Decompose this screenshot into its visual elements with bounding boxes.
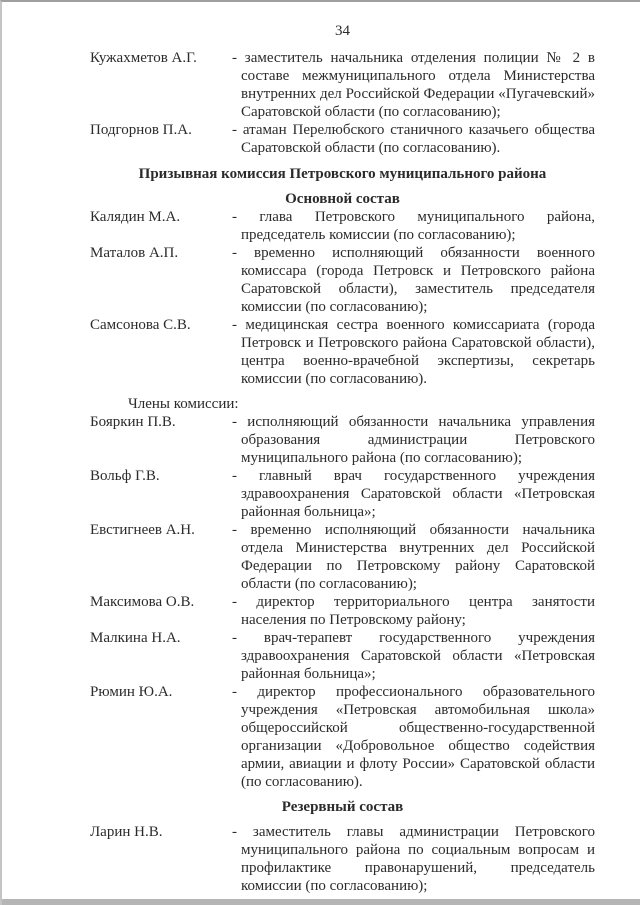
entry-description: - директор профессионального образовательного учреждения «Петровская автомобильная школа» общероссийской общественно-государственной организации «Добровольное общество содействия армии, авиации и флоту России» Саратовской области (по согласованию). <box>232 684 595 790</box>
entry-row <box>90 121 595 157</box>
entry-name: Максимова О.В. <box>90 594 195 610</box>
commission-section-title: Призывная комиссия Петровского муниципального района <box>138 166 547 182</box>
entry-description: - врач-терапевт государственного учреждения здравоохранения Саратовской области «Петровская районная больница»; <box>232 630 595 682</box>
entry-description: - глава Петровского муниципального района, председатель комиссии (по согласованию); <box>232 209 595 243</box>
entry-row <box>90 467 595 521</box>
page-number: 34 <box>335 23 350 39</box>
entry-row <box>90 823 595 895</box>
scan-edge-band <box>2 899 640 905</box>
entry-row <box>90 521 595 593</box>
entry-name: Евстигнеев А.Н. <box>90 522 195 538</box>
entry-description: - заместитель начальника отделения полиции № 2 в составе межмуниципального отдела Министерства внутренних дел Российской Федерации «Пугачевский» Саратовской области (по согласованию); <box>232 50 595 120</box>
entry-row <box>90 49 595 121</box>
entry-row <box>90 593 595 629</box>
entry-description: - директор территориального центра занятости населения по Петровскому району; <box>232 594 595 628</box>
entry-name: Малкина Н.А. <box>90 630 181 646</box>
entry-row <box>90 316 595 388</box>
entry-name: Ларин Н.В. <box>90 824 163 840</box>
entry-name: Калядин М.А. <box>90 209 181 225</box>
entry-row <box>90 413 595 467</box>
entry-row <box>90 244 595 316</box>
entry-row <box>90 629 595 683</box>
entry-description: - заместитель главы администрации Петровского муниципального района по социальным вопросам и профилактике правонарушений, председатель комиссии (по согласованию); <box>232 824 595 894</box>
entry-name: Самсонова С.В. <box>90 317 191 333</box>
entry-description: - временно исполняющий обязанности начальника отдела Министерства внутренних дел Российской Федерации по Петровскому району Саратовской области (по согласованию); <box>232 522 595 592</box>
reserve-roster-title: Резервный состав <box>281 799 404 815</box>
entry-description: - исполняющий обязанности начальника управления образования администрации Петровского муниципального района (по согласованию); <box>232 414 595 466</box>
document-content <box>2 2 640 895</box>
entry-row <box>90 683 595 791</box>
main-roster-title: Основной состав <box>285 191 400 207</box>
entry-row <box>90 208 595 244</box>
entry-name: Бояркин П.В. <box>90 414 176 430</box>
entry-name: Рюмин Ю.А. <box>90 684 173 700</box>
entry-name: Кужахметов А.Г. <box>90 50 197 66</box>
entry-description: - медицинская сестра военного комиссариата (города Петровск и Петровского района Саратовской области), центра военно-врачебной экспертизы, секретарь комиссии (по согласованию). <box>232 317 595 387</box>
entry-name: Вольф Г.В. <box>90 468 160 484</box>
entry-name: Маталов А.П. <box>90 245 179 261</box>
entry-description: - временно исполняющий обязанности военного комиссара (города Петровск и Петровского района Саратовской области), заместитель председателя комиссии (по согласованию); <box>232 245 595 315</box>
entry-description: - главный врач государственного учреждения здравоохранения Саратовской области «Петровская районная больница»; <box>232 468 595 520</box>
entry-name: Подгорнов П.А. <box>90 122 192 138</box>
entry-description: - атаман Перелюбского станичного казачьего общества Саратовской области (по согласованию). <box>232 122 595 156</box>
members-label: Члены комиссии: <box>128 396 239 412</box>
